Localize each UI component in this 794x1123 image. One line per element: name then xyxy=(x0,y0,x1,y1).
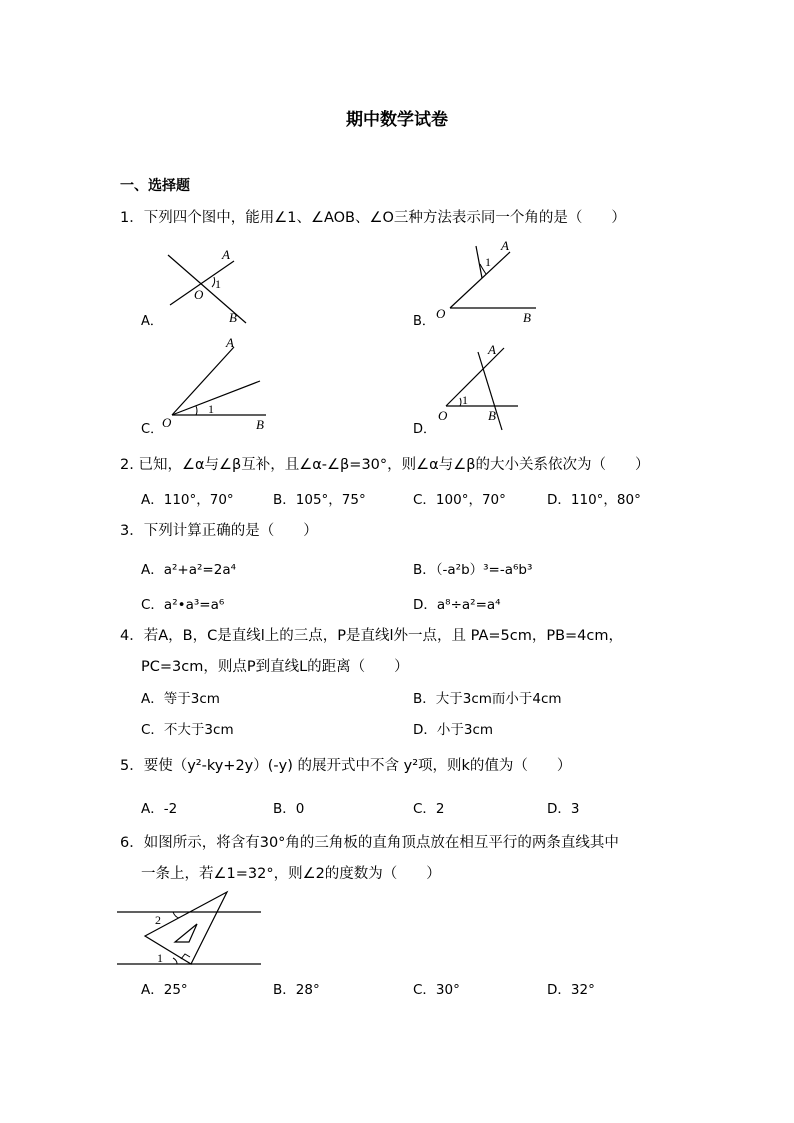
q6-label-2: 2 xyxy=(155,913,161,927)
q1-option-b[interactable]: B． xyxy=(413,314,435,329)
question-5-stem: 5．要使（y²-ky+2y）(-y) 的展开式中不含 y²项，则k的值为（ ） xyxy=(120,758,572,774)
q1-option-c[interactable]: C． xyxy=(141,422,164,437)
fig-c-label-b: B xyxy=(256,417,264,432)
q4-option-b[interactable]: B．大于3cm而小于4cm xyxy=(413,691,562,707)
fig-c-line-oa xyxy=(172,347,234,415)
q3-option-c[interactable]: C．a²•a³=a⁶ xyxy=(141,597,225,613)
question-6-stem-line2: 一条上，若∠1=32°，则∠2的度数为（ ） xyxy=(141,866,441,882)
fig-a-label-b: B xyxy=(229,310,237,325)
q3-option-b[interactable]: B．（-a²b）³=-a⁶b³ xyxy=(413,562,533,578)
q2-option-c[interactable]: C．100°，70° xyxy=(413,492,506,508)
fig-b-extra-ray xyxy=(476,246,482,278)
fig-a-label-o: O xyxy=(194,287,204,302)
fig-b-label-b: B xyxy=(523,310,531,325)
q5-option-a[interactable]: A．-2 xyxy=(141,801,178,817)
fig-c-middle-ray xyxy=(172,381,260,415)
fig-a-label-1: 1 xyxy=(215,277,221,291)
q2-option-b[interactable]: B．105°，75° xyxy=(273,492,366,508)
q1-figure-a xyxy=(160,245,260,325)
q1-figure-d xyxy=(432,340,522,435)
q4-option-d[interactable]: D．小于3cm xyxy=(413,722,494,738)
q1-option-d[interactable]: D． xyxy=(413,422,437,437)
q6-option-a[interactable]: A．25° xyxy=(141,982,188,998)
fig-a-label-a: A xyxy=(222,247,230,262)
fig-c-label-1: 1 xyxy=(208,402,214,416)
fig-b-line-oa xyxy=(450,252,510,308)
q1-option-a[interactable]: A． xyxy=(141,314,163,329)
q6-option-c[interactable]: C．30° xyxy=(413,982,460,998)
fig-b-label-1: 1 xyxy=(485,255,491,269)
q6-angle-1-arc xyxy=(173,958,177,964)
q5-option-d[interactable]: D．3 xyxy=(547,801,580,817)
question-3-stem: 3．下列计算正确的是（ ） xyxy=(120,523,318,539)
q6-figure-triangle-ruler xyxy=(115,888,265,970)
q1-figure-c xyxy=(158,335,273,435)
fig-c-label-a: A xyxy=(226,335,234,350)
page-title: 期中数学试卷 xyxy=(346,110,448,130)
q4-option-c[interactable]: C．不大于3cm xyxy=(141,722,234,738)
question-2-stem: 2. 已知，∠α与∠β互补，且∠α-∠β=30°，则∠α与∠β的大小关系依次为（ ） xyxy=(120,457,650,473)
q2-option-a[interactable]: A．110°，70° xyxy=(141,492,234,508)
fig-c-label-o: O xyxy=(162,415,172,430)
fig-d-label-a: A xyxy=(488,342,496,357)
q3-option-d[interactable]: D．a⁸÷a²=a⁴ xyxy=(413,597,501,613)
q6-angle-2-arc xyxy=(173,912,179,918)
fig-c-angle-arc xyxy=(196,406,197,415)
fig-d-angle-arc xyxy=(460,398,461,406)
q6-label-1: 1 xyxy=(157,951,163,965)
q2-option-d[interactable]: D．110°，80° xyxy=(547,492,641,508)
question-4-stem-line1: 4．若A，B，C是直线l上的三点，P是直线l外一点，且 PA=5cm，PB=4cm， xyxy=(120,628,623,644)
q6-triangle-inner xyxy=(175,924,197,942)
q3-option-a[interactable]: A．a²+a²=2a⁴ xyxy=(141,562,237,578)
question-1-stem: 1．下列四个图中，能用∠1、∠AOB、∠O三种方法表示同一个角的是（ ） xyxy=(120,210,626,226)
q5-option-c[interactable]: C．2 xyxy=(413,801,445,817)
q1-figure-b xyxy=(432,238,542,328)
q4-option-a[interactable]: A．等于3cm xyxy=(141,691,220,707)
section-heading: 一、选择题 xyxy=(120,178,190,194)
q5-option-b[interactable]: B．0 xyxy=(273,801,305,817)
q6-option-b[interactable]: B．28° xyxy=(273,982,320,998)
fig-b-label-o: O xyxy=(436,306,446,321)
q6-option-d[interactable]: D．32° xyxy=(547,982,595,998)
fig-b-label-a: A xyxy=(501,238,509,253)
fig-d-label-1: 1 xyxy=(462,393,468,407)
fig-d-label-o: O xyxy=(438,408,448,423)
question-6-stem-line1: 6．如图所示，将含有30°角的三角板的直角顶点放在相互平行的两条直线其中 xyxy=(120,835,619,851)
question-4-stem-line2: PC=3cm，则点P到直线L的距离（ ） xyxy=(141,659,409,675)
fig-d-label-b: B xyxy=(488,408,496,423)
